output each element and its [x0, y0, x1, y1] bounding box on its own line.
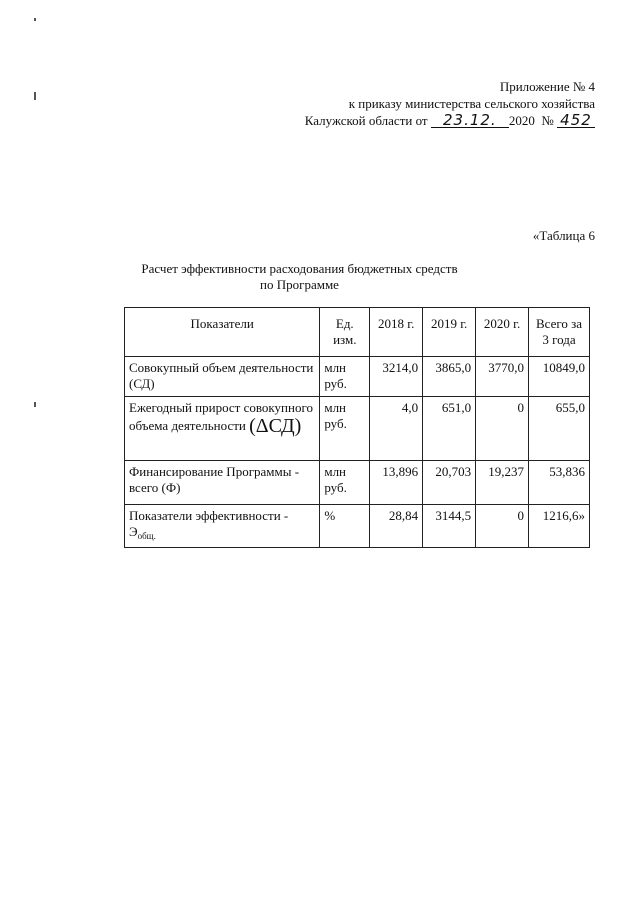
- value-total: 1216,6»: [529, 505, 590, 548]
- value-total: 53,836: [529, 461, 590, 505]
- value-2020: 19,237: [476, 461, 529, 505]
- order-date-line: [305, 112, 595, 129]
- row-unit: млн руб.: [320, 357, 370, 397]
- appendix-number: Приложение № 4: [499, 79, 595, 94]
- table-row: [125, 505, 590, 548]
- indicator-text: Ежегодный прирост совокупного объема деятельности: [129, 400, 313, 433]
- handwritten-number: 452: [557, 113, 595, 128]
- value-2020: 3770,0: [476, 357, 529, 397]
- scan-mark: [34, 18, 36, 21]
- table-label: «Таблица 6: [532, 228, 595, 243]
- value-2020: 0: [476, 397, 529, 461]
- row-indicator-name: Финансирование Программы - всего (Ф): [125, 461, 320, 505]
- scan-mark: [34, 402, 36, 407]
- value-2020: 0: [476, 505, 529, 548]
- row-indicator-name: [125, 397, 320, 461]
- indicator-subscript: общ.: [137, 531, 156, 541]
- value-2019: 20,703: [423, 461, 476, 505]
- column-header: Всего за 3 года: [529, 308, 590, 357]
- row-indicator-name: [125, 505, 320, 548]
- table-row: [125, 397, 590, 461]
- row-unit: млн руб.: [320, 397, 370, 461]
- title-line-1: Расчет эффективности расходования бюджетных средств: [141, 261, 458, 276]
- indicator-text: Показатели эффективности -: [129, 508, 289, 523]
- value-2019: 651,0: [423, 397, 476, 461]
- row-unit: млн руб.: [320, 461, 370, 505]
- handwritten-date: 23.12.: [431, 113, 509, 128]
- order-number-label: №: [541, 113, 554, 128]
- table-header-row: [125, 308, 590, 357]
- value-total: 10849,0: [529, 357, 590, 397]
- value-total: 655,0: [529, 397, 590, 461]
- column-header: 2018 г.: [370, 308, 423, 357]
- column-header: 2019 г.: [423, 308, 476, 357]
- order-date-prefix: Калужской области от: [304, 113, 428, 128]
- value-2019: 3865,0: [423, 357, 476, 397]
- row-indicator-name: Совокупный объем деятельности (СД): [125, 357, 320, 397]
- value-2018: 4,0: [370, 397, 423, 461]
- column-header: Показатели: [125, 308, 320, 357]
- column-header: Ед. изм.: [320, 308, 370, 357]
- value-2018: 13,896: [370, 461, 423, 505]
- efficiency-table: [124, 307, 590, 548]
- document-title: [0, 261, 639, 293]
- order-year: 2020: [508, 113, 535, 128]
- row-unit: %: [320, 505, 370, 548]
- appendix-header: [305, 78, 595, 129]
- indicator-symbol: Э: [129, 524, 138, 539]
- value-2018: 28,84: [370, 505, 423, 548]
- column-header: 2020 г.: [476, 308, 529, 357]
- title-line-2: по Программе: [260, 277, 339, 292]
- indicator-symbol: (ΔСД): [249, 415, 302, 437]
- value-2018: 3214,0: [370, 357, 423, 397]
- scan-mark: [34, 92, 36, 100]
- table-row: [125, 357, 590, 397]
- order-reference: к приказу министерства сельского хозяйства: [348, 96, 595, 111]
- table-row: [125, 461, 590, 505]
- value-2019: 3144,5: [423, 505, 476, 548]
